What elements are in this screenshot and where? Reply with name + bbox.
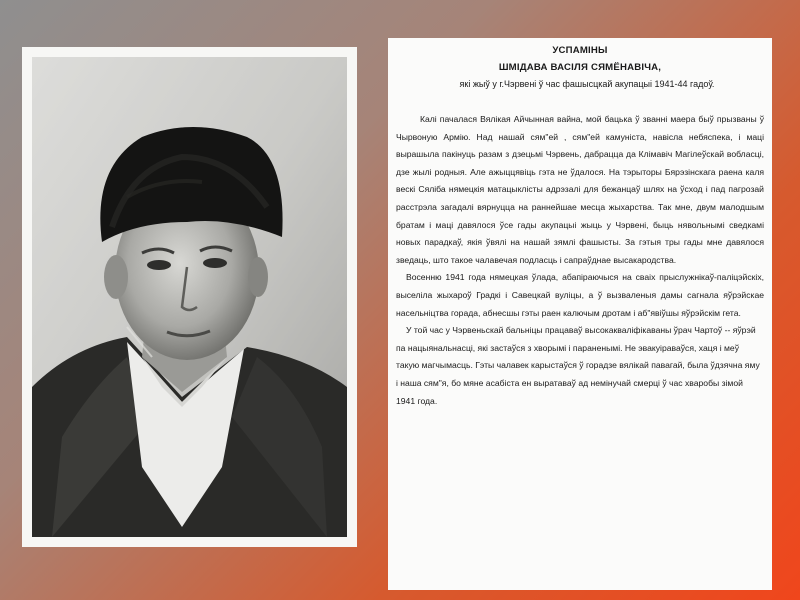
document-title: УСПАМІНЫ — [552, 45, 608, 56]
document-author-name: ШМІДАВА ВАСІЛЯ СЯМЁНАВІЧА, — [498, 62, 662, 73]
paragraph-1: Калі пачалася Вялікая Айчынная вайна, мой бацька ў званні маера быў прызваны ў Чырвоную Армію. Над нашай сям"ей , сям"ей камуніста, навісла небяспека, і маці вырашыла пакінуць разам з дзецьмі Чэрвень, дабрацца да Клімавіч Магілеўскай вобласці, дзе жылі родныя. Але ажыццявіць гэта не ўдалося. На тэрыторы Бярэзінскага раена каля вескі Сяліба нямецкія матацыклісты адрэзалі для бежанцаў шлях на ўсход і пад пагрозай расстрэла загадалі вярнуцца на раннейшае месца жыхарства. Так мне, двум малодшым братам і маці давялося ўсе гады акупацыі жыць у Чэрвені, быць нявольнымі сведкамі новых парадкаў, якія ўвялі на нашай зямлі фашысты. За гэтыя тры гады мне давялося зведаць, што такое чалавечая подласць і сапраўднае высакародства. — [396, 114, 764, 265]
spacer — [396, 93, 764, 111]
portrait-photo — [32, 57, 347, 537]
portrait-photo-frame — [22, 47, 357, 547]
paragraph-3: У той час у Чэрвеньскай бальніцы працаваў высокакваліфікаваны ўрач Чартоў -- яўрэй па нацыянальнасці, які застаўся з хворымі і параненымі. Не эвакуіраваўся, хаця і меў такую магчымасць. Гэты чалавек карыстаўся ў горадзе вялікай павагай, была ўдзячна яму і наша сям"я, бо мяне асабіста ен выратаваў ад немінучай смерці ў час хваробы зімой 1941 года. — [396, 325, 760, 406]
memoir-document — [388, 38, 772, 590]
paragraph-2: Восенню 1941 года нямецкая ўлада, абапіраючыся на сваіх прыслужнікаў-паліцэйскіх, выселіла жыхароў Градкі і Савецкай вуліцы, а ў вызваленыя дамы сагнала яўрэйскае насельніцтва горада, абнесшы гэты раен калючым дротам і аб"явіўшы яўрэйскім гета. — [396, 272, 764, 318]
document-subtitle: які жыў у г.Чэрвені ў час фашысцкай акупацыі 1941-44 гадоў. — [459, 79, 715, 89]
